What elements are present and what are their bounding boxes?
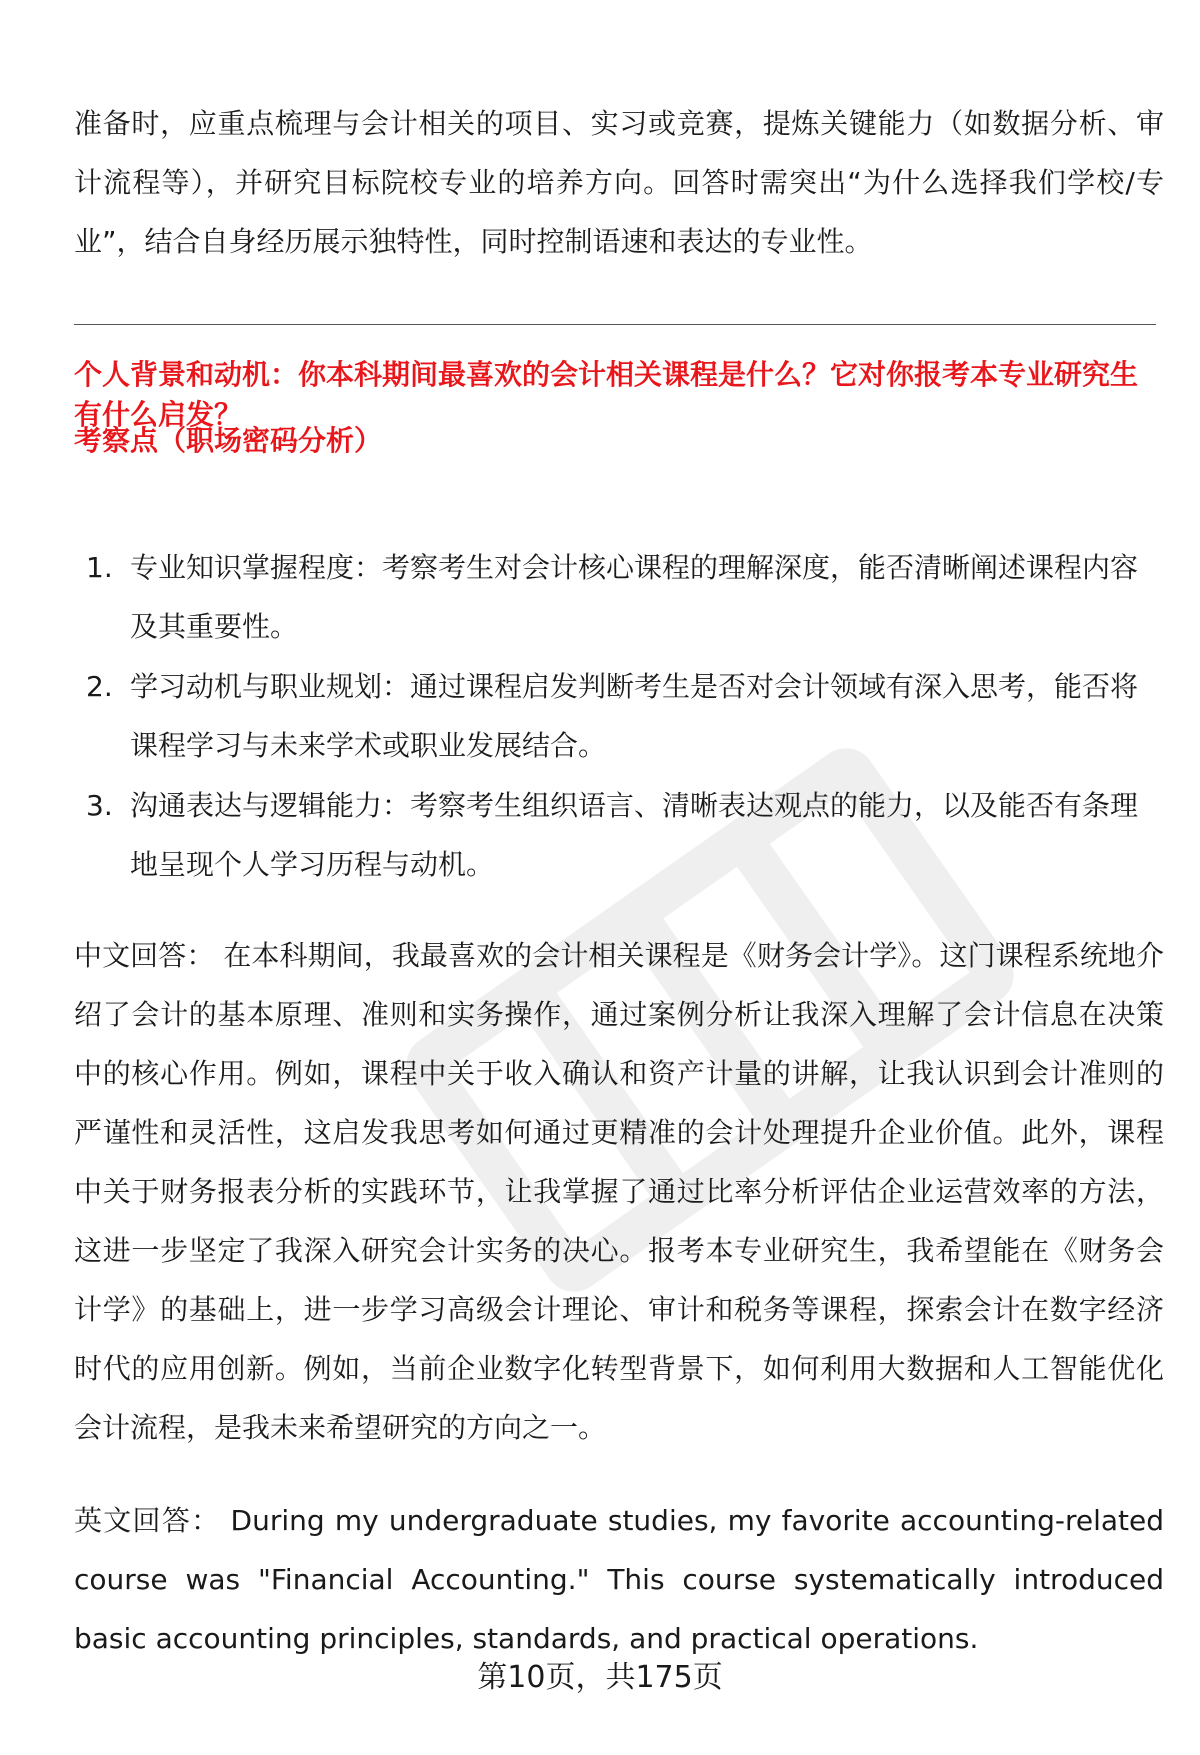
page-footer: 第10页，共175页 [477,1660,723,1695]
english-answer: 英文回答： During my undergraduate studies, my favorite accounting-related course was "Financial Accounting." This course systematically introduced basic accounting principles, standards, and practical operations. [74,1504,1164,1655]
list-item-number: 1. [86,551,113,584]
evaluation-points-list [74,538,1164,895]
list-item [74,538,1164,656]
section-heading: 考察点（职场密码分析） [74,424,383,457]
list-item-number: 2. [86,670,113,703]
list-item [74,776,1164,894]
chinese-answer: 中文回答： 在本科期间，我最喜欢的会计相关课程是《财务会计学》。这门课程系统地介绍了会计的基本原理、准则和实务操作，通过案例分析让我深入理解了会计信息在决策中的核心作用。例如，课程中关于收入确认和资产计量的讲解，让我认识到会计准则的严谨性和灵活性，这启发我思考如何通过更精准的会计处理提升企业价值。此外，课程中关于财务报表分析的实践环节，让我掌握了通过比率分析评估企业运营效率的方法，这进一步坚定了我深入研究会计实务的决心。报考本专业研究生，我希望能在《财务会计学》的基础上，进一步学习高级会计理论、审计和税务等课程，探索会计在数字经济时代的应用创新。例如，当前企业数字化转型背景下，如何利用大数据和人工智能优化会计流程，是我未来希望研究的方向之一。 [74,939,1164,1444]
list-item-number: 3. [86,789,113,822]
section-divider [74,324,1156,325]
list-item-text: 专业知识掌握程度：考察考生对会计核心课程的理解深度，能否清晰阐述课程内容及其重要性。 [130,551,1139,643]
question-heading: 个人背景和动机：你本科期间最喜欢的会计相关课程是什么？它对你报考本专业研究生有什么启发？ [74,358,1139,431]
intro-paragraph: 准备时，应重点梳理与会计相关的项目、实习或竞赛，提炼关键能力（如数据分析、审计流程等），并研究目标院校专业的培养方向。回答时需突出“为什么选择我们学校/专业”，结合自身经历展示独特性，同时控制语速和表达的专业性。 [74,107,1164,258]
list-item-text: 沟通表达与逻辑能力：考察考生组织语言、清晰表达观点的能力，以及能否有条理地呈现个人学习历程与动机。 [130,789,1139,881]
list-item-text: 学习动机与职业规划：通过课程启发判断考生是否对会计领域有深入思考，能否将课程学习与未来学术或职业发展结合。 [130,670,1139,762]
list-item [74,657,1164,775]
